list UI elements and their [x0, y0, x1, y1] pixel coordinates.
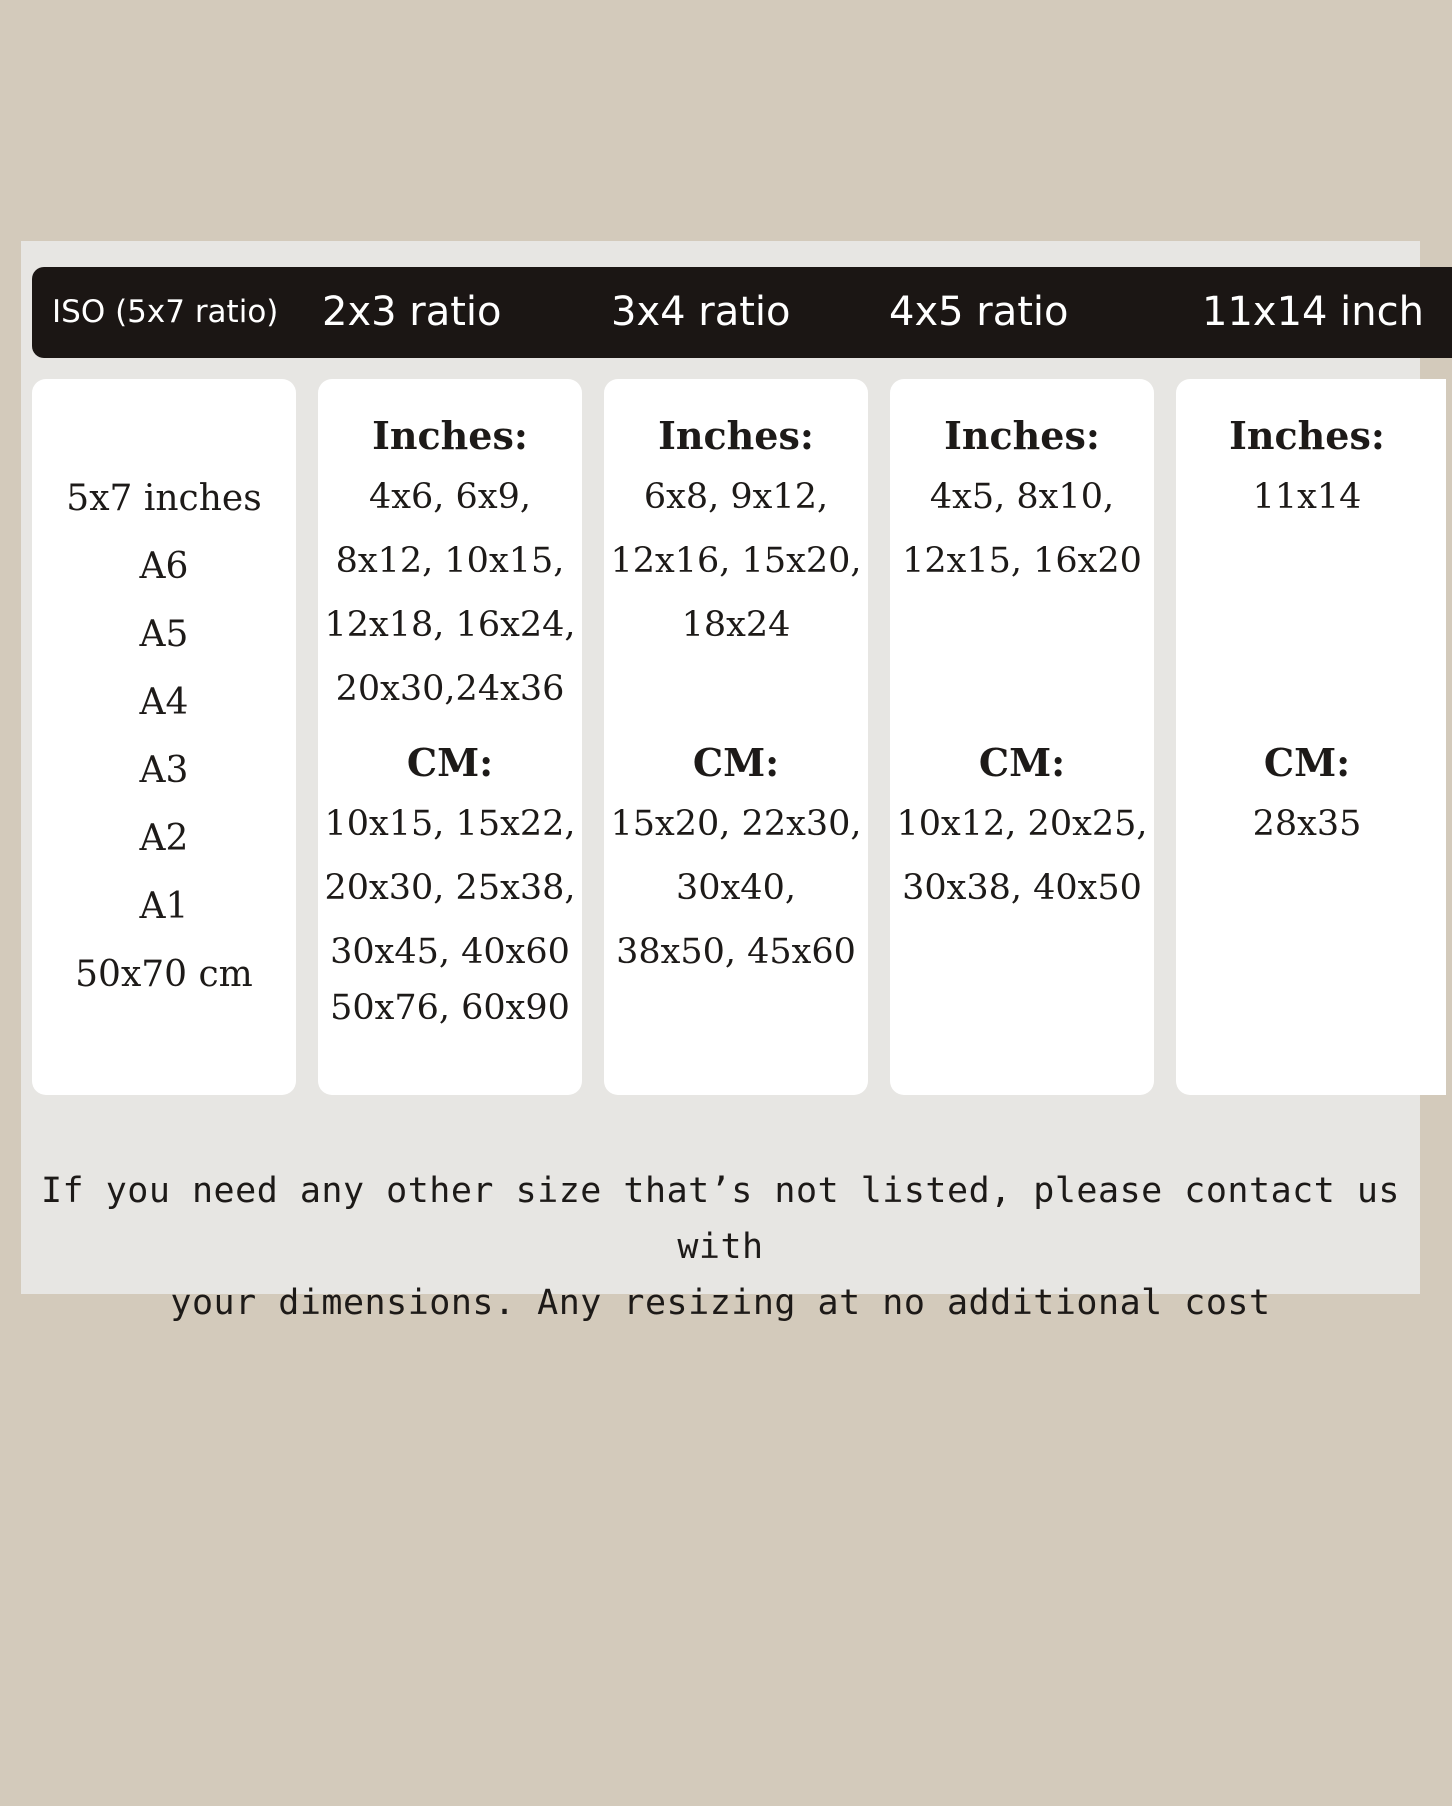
cm-sizes: 30x38, 40x50 [902, 868, 1142, 908]
header-2x3: 2x3 ratio [322, 289, 502, 335]
inches-heading: Inches: [372, 413, 528, 458]
iso-size-item: 50x70 cm [75, 954, 253, 995]
iso-size-item: A3 [139, 750, 189, 791]
inches-sizes: 11x14 [1252, 477, 1362, 517]
header-4x5: 4x5 ratio [889, 289, 1069, 335]
iso-card [32, 379, 296, 1095]
inches-sizes: 4x6, 6x9, [369, 477, 531, 517]
header-3x4: 3x4 ratio [611, 289, 791, 335]
cm-heading: CM: [692, 740, 780, 785]
footer-note [21, 1163, 1420, 1331]
cm-sizes: 50x76, 60x90 [330, 988, 570, 1028]
iso-size-item: A1 [139, 886, 189, 927]
inches-sizes: 12x15, 16x20 [902, 541, 1142, 581]
inches-sizes: 20x30,24x36 [335, 669, 565, 709]
iso-size-item: A2 [139, 818, 189, 859]
footer-line: your dimensions. Any resizing at no additional cost [170, 1283, 1271, 1323]
size-11x14-card [1176, 379, 1446, 1095]
inches-sizes: 4x5, 8x10, [929, 477, 1115, 517]
cm-heading: CM: [406, 740, 494, 785]
inches-sizes: 12x16, 15x20, [610, 541, 862, 581]
ratio-4x5-card [890, 379, 1154, 1095]
header-11x14: 11x14 inch [1202, 289, 1424, 335]
iso-size-item: A6 [139, 546, 189, 587]
header-iso: ISO (5x7 ratio) [52, 294, 279, 330]
inches-sizes: 6x8, 9x12, [643, 477, 829, 517]
cm-sizes: 10x12, 20x25, [896, 804, 1148, 844]
iso-size-list [32, 465, 296, 1009]
ratio-3x4-card [604, 379, 868, 1095]
header-bar [32, 267, 1452, 358]
iso-size-item: A4 [139, 682, 189, 723]
size-chart-panel [21, 241, 1424, 1323]
inches-sizes: 8x12, 10x15, [335, 541, 565, 581]
inches-heading: Inches: [944, 413, 1100, 458]
iso-size-item: A5 [139, 614, 189, 655]
cm-sizes: 15x20, 22x30, [610, 804, 862, 844]
cm-sizes: 38x50, 45x60 [616, 932, 856, 972]
ratio-2x3-card [318, 379, 582, 1095]
inches-heading: Inches: [658, 413, 814, 458]
cm-sizes: 30x40, [676, 868, 796, 908]
inches-sizes: 12x18, 16x24, [324, 605, 576, 645]
iso-size-item: 5x7 inches [66, 478, 262, 519]
cm-heading: CM: [978, 740, 1066, 785]
inches-heading: Inches: [1229, 413, 1385, 458]
cm-sizes: 20x30, 25x38, [324, 868, 576, 908]
inches-sizes: 18x24 [681, 605, 791, 645]
cm-sizes: 28x35 [1252, 804, 1362, 844]
cm-sizes: 30x45, 40x60 [330, 932, 570, 972]
footer-line: If you need any other size that’s not listed, please contact us with [40, 1171, 1401, 1267]
cm-heading: CM: [1263, 740, 1351, 785]
cm-sizes: 10x15, 15x22, [324, 804, 576, 844]
